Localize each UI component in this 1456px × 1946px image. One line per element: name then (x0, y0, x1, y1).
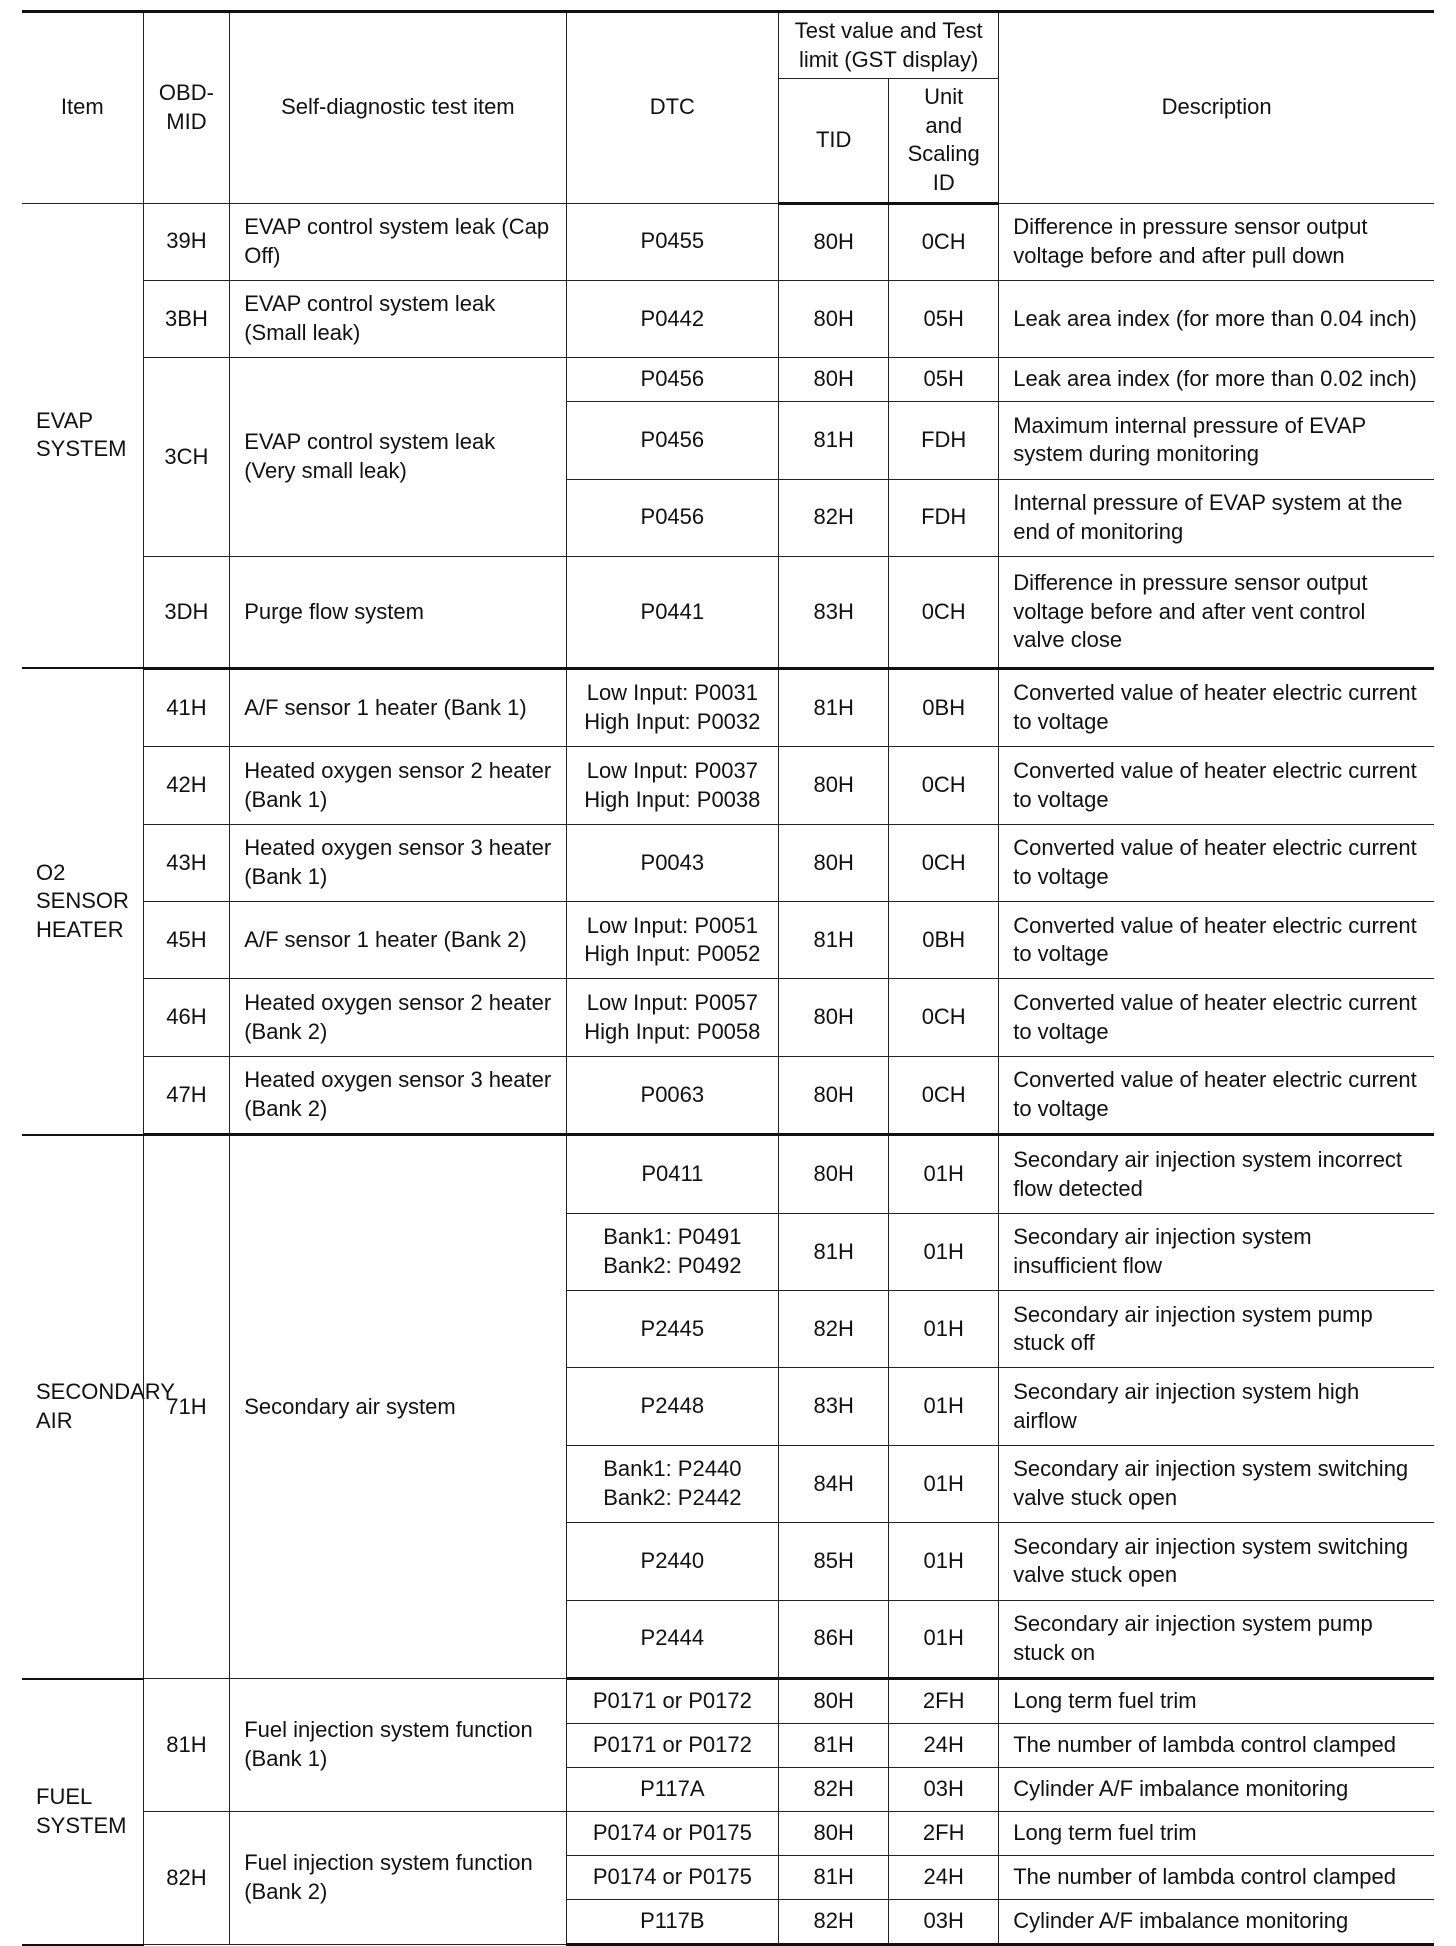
table-row (22, 1811, 1434, 1855)
dtc-code: P0455 (640, 228, 705, 254)
tid-cell: 80H (779, 203, 889, 280)
dtc-code: P0456 (640, 366, 705, 392)
dtc-cell (566, 1811, 779, 1855)
description-cell: The number of lambda control clamped (999, 1724, 1434, 1768)
unit-scaling-id-cell: 0CH (889, 824, 999, 901)
description-cell: Converted value of heater electric current to voltage (999, 747, 1434, 824)
test-item-cell: A/F sensor 1 heater (Bank 1) (230, 668, 566, 747)
dtc-code: P0174 or P0175 (592, 1820, 752, 1846)
dtc-cell (566, 479, 779, 556)
unit-scaling-id-cell: 01H (889, 1135, 999, 1214)
dtc-code: P0456 (640, 504, 705, 530)
description-cell: Maximum internal pressure of EVAP system during monitoring (999, 402, 1434, 479)
dtc-code: High Input: P0058 (584, 1018, 761, 1044)
obd-mid-cell: 45H (143, 902, 230, 979)
dtc-code: High Input: P0038 (584, 786, 761, 812)
dtc-code: P2444 (640, 1625, 705, 1651)
unit-scaling-id-cell: 05H (889, 280, 999, 357)
description-cell: Cylinder A/F imbalance monitoring (999, 1768, 1434, 1812)
dtc-code: P0411 (641, 1161, 704, 1187)
dtc-code: High Input: P0052 (584, 941, 761, 967)
table-row (22, 556, 1434, 668)
unit-scaling-id-cell: 2FH (889, 1811, 999, 1855)
unit-scaling-id-cell: 0CH (889, 556, 999, 668)
description-cell: Long term fuel trim (999, 1679, 1434, 1724)
table-row (22, 824, 1434, 901)
table-group (22, 1679, 1434, 1945)
dtc-code: P0043 (640, 849, 705, 875)
test-item-cell: EVAP control system leak (Cap Off) (230, 203, 566, 280)
header-unit-scaling-id: Unit and Scaling ID (889, 79, 999, 203)
dtc-cell (566, 402, 779, 479)
tid-cell: 81H (779, 402, 889, 479)
table-group (22, 1135, 1434, 1679)
table-group (22, 668, 1434, 1134)
dtc-code: P0456 (640, 427, 705, 453)
description-cell: Cylinder A/F imbalance monitoring (999, 1899, 1434, 1944)
dtc-cell (566, 203, 779, 280)
description-cell: Converted value of heater electric current to voltage (999, 979, 1434, 1056)
dtc-cell (566, 824, 779, 901)
dtc-code: P2445 (640, 1316, 705, 1341)
description-cell: Secondary air injection system pump stuck off (999, 1291, 1434, 1368)
tid-cell: 82H (779, 1768, 889, 1812)
description-cell: Leak area index (for more than 0.02 inch) (999, 358, 1434, 402)
tid-cell: 85H (779, 1523, 889, 1600)
dtc-cell (566, 1724, 779, 1768)
unit-scaling-id-cell: 01H (889, 1213, 999, 1290)
test-item-cell: Heated oxygen sensor 2 heater (Bank 1) (230, 747, 566, 824)
dtc-cell (566, 1213, 779, 1290)
description-cell: Secondary air injection system insufficient flow (999, 1213, 1434, 1290)
description-cell: Secondary air injection system incorrect flow detected (999, 1135, 1434, 1214)
test-item-cell: A/F sensor 1 heater (Bank 2) (230, 902, 566, 979)
unit-scaling-id-cell: FDH (889, 479, 999, 556)
obd-mid-cell: 3CH (143, 358, 230, 557)
description-cell: Secondary air injection system pump stuck on (999, 1600, 1434, 1679)
tid-cell: 81H (779, 668, 889, 747)
obd-mid-cell: 3DH (143, 556, 230, 668)
obd-mid-cell: 81H (143, 1679, 230, 1812)
unit-scaling-id-cell: 0CH (889, 1056, 999, 1135)
dtc-cell (566, 556, 779, 668)
table-header (22, 12, 1434, 204)
header-obd-mid: OBD-MID (143, 12, 230, 204)
tid-cell: 86H (779, 1600, 889, 1679)
table-row (22, 280, 1434, 357)
tid-cell: 80H (779, 1056, 889, 1135)
unit-scaling-id-cell: 01H (889, 1445, 999, 1522)
table-row (22, 902, 1434, 979)
unit-scaling-id-cell: 2FH (889, 1679, 999, 1724)
dtc-code: P0171 or P0172 (592, 1732, 752, 1758)
group-item-cell: FUEL SYSTEM (22, 1679, 143, 1945)
dtc-code: P0174 or P0175 (592, 1864, 752, 1890)
table-row (22, 668, 1434, 747)
table-row (22, 1056, 1434, 1135)
test-item-cell: EVAP control system leak (Small leak) (230, 280, 566, 357)
unit-scaling-id-cell: 24H (889, 1855, 999, 1899)
dtc-cell (566, 1600, 779, 1679)
dtc-code: P0063 (640, 1081, 705, 1107)
unit-scaling-id-cell: 01H (889, 1600, 999, 1679)
tid-cell: 81H (779, 1213, 889, 1290)
obd-mid-cell: 42H (143, 747, 230, 824)
dtc-cell (566, 280, 779, 357)
obd-mid-cell: 47H (143, 1056, 230, 1135)
tid-cell: 83H (779, 556, 889, 668)
unit-scaling-id-cell: 05H (889, 358, 999, 402)
dtc-code: Bank1: P2440 (603, 1456, 742, 1482)
test-item-cell: Heated oxygen sensor 3 heater (Bank 1) (230, 824, 566, 901)
tid-cell: 82H (779, 1291, 889, 1368)
dtc-code: Bank1: P0491 (603, 1224, 742, 1250)
test-item-cell: Heated oxygen sensor 3 heater (Bank 2) (230, 1056, 566, 1135)
header-test-value: Test value and Test limit (GST display) (779, 12, 999, 79)
dtc-cell (566, 358, 779, 402)
description-cell: Internal pressure of EVAP system at the end of monitoring (999, 479, 1434, 556)
table-row (22, 979, 1434, 1056)
group-item-cell: SECONDARY AIR (22, 1135, 143, 1679)
header-item: Item (22, 12, 143, 204)
dtc-cell (566, 1291, 779, 1368)
group-item-cell: O2 SENSOR HEATER (22, 668, 143, 1134)
dtc-cell (566, 1679, 779, 1724)
description-cell: Converted value of heater electric current to voltage (999, 902, 1434, 979)
test-item-cell: Purge flow system (230, 556, 566, 668)
description-cell: Difference in pressure sensor output voltage before and after vent control valve close (999, 556, 1434, 668)
table-row (22, 203, 1434, 280)
header-test-item: Self-diagnostic test item (230, 12, 566, 204)
description-cell: Long term fuel trim (999, 1811, 1434, 1855)
dtc-cell (566, 979, 779, 1056)
header-description: Description (999, 12, 1434, 204)
description-cell: Difference in pressure sensor output voltage before and after pull down (999, 203, 1434, 280)
description-cell: The number of lambda control clamped (999, 1855, 1434, 1899)
unit-scaling-id-cell: 01H (889, 1523, 999, 1600)
dtc-code: P0171 or P0172 (592, 1688, 752, 1714)
table-row (22, 747, 1434, 824)
description-cell: Converted value of heater electric current to voltage (999, 824, 1434, 901)
obd-mid-cell: 82H (143, 1811, 230, 1944)
dtc-test-table (22, 10, 1434, 1946)
group-item-cell: EVAP SYSTEM (22, 203, 143, 668)
tid-cell: 80H (779, 1135, 889, 1214)
tid-cell: 80H (779, 1679, 889, 1724)
dtc-cell (566, 1445, 779, 1522)
dtc-code: Low Input: P0051 (586, 912, 758, 938)
tid-cell: 83H (779, 1368, 889, 1445)
unit-scaling-id-cell: 03H (889, 1899, 999, 1944)
tid-cell: 84H (779, 1445, 889, 1522)
tid-cell: 80H (779, 280, 889, 357)
tid-cell: 81H (779, 1855, 889, 1899)
dtc-cell (566, 1368, 779, 1445)
description-cell: Secondary air injection system switching valve stuck open (999, 1445, 1434, 1522)
table-row (22, 1679, 1434, 1724)
header-dtc: DTC (566, 12, 779, 204)
unit-scaling-id-cell: 0CH (889, 747, 999, 824)
description-cell: Secondary air injection system switching valve stuck open (999, 1523, 1434, 1600)
dtc-cell (566, 668, 779, 747)
dtc-code: P2448 (640, 1393, 705, 1419)
dtc-code: Bank2: P2442 (603, 1484, 742, 1510)
unit-scaling-id-cell: 0CH (889, 203, 999, 280)
dtc-code: P2440 (640, 1548, 705, 1574)
obd-mid-cell: 43H (143, 824, 230, 901)
tid-cell: 80H (779, 358, 889, 402)
unit-scaling-id-cell: 0BH (889, 668, 999, 747)
unit-scaling-id-cell: 0BH (889, 902, 999, 979)
dtc-cell (566, 1899, 779, 1944)
unit-scaling-id-cell: 01H (889, 1368, 999, 1445)
tid-cell: 80H (779, 824, 889, 901)
test-item-cell: Fuel injection system function (Bank 2) (230, 1811, 566, 1944)
tid-cell: 80H (779, 979, 889, 1056)
unit-scaling-id-cell: 01H (889, 1291, 999, 1368)
obd-mid-cell: 3BH (143, 280, 230, 357)
obd-mid-cell: 46H (143, 979, 230, 1056)
tid-cell: 80H (779, 747, 889, 824)
description-cell: Secondary air injection system high airflow (999, 1368, 1434, 1445)
unit-scaling-id-cell: 0CH (889, 979, 999, 1056)
dtc-code: High Input: P0032 (584, 709, 761, 735)
description-cell: Leak area index (for more than 0.04 inch) (999, 280, 1434, 357)
dtc-code: Low Input: P0031 (586, 680, 758, 706)
dtc-code: Bank2: P0492 (603, 1252, 742, 1278)
dtc-code: P117B (640, 1908, 705, 1934)
dtc-code: Low Input: P0057 (586, 989, 758, 1015)
test-item-cell: Heated oxygen sensor 2 heater (Bank 2) (230, 979, 566, 1056)
dtc-cell (566, 1135, 779, 1214)
dtc-cell (566, 1056, 779, 1135)
tid-cell: 82H (779, 479, 889, 556)
description-cell: Converted value of heater electric current to voltage (999, 1056, 1434, 1135)
unit-scaling-id-cell: 24H (889, 1724, 999, 1768)
table-group (22, 203, 1434, 668)
dtc-code: P117A (640, 1776, 705, 1802)
dtc-code: Low Input: P0037 (586, 757, 758, 783)
test-item-cell: EVAP control system leak (Very small leak) (230, 358, 566, 557)
table-row (22, 358, 1434, 402)
dtc-code: P0441 (640, 598, 705, 624)
obd-mid-cell: 39H (143, 203, 230, 280)
unit-scaling-id-cell: 03H (889, 1768, 999, 1812)
dtc-cell (566, 747, 779, 824)
description-cell: Converted value of heater electric current to voltage (999, 668, 1434, 747)
tid-cell: 81H (779, 1724, 889, 1768)
tid-cell: 81H (779, 902, 889, 979)
tid-cell: 80H (779, 1811, 889, 1855)
dtc-cell (566, 1768, 779, 1812)
dtc-code: P0442 (640, 305, 705, 331)
test-item-cell: Secondary air system (230, 1135, 566, 1679)
unit-scaling-id-cell: FDH (889, 402, 999, 479)
header-tid: TID (779, 79, 889, 203)
dtc-cell (566, 1855, 779, 1899)
tid-cell: 82H (779, 1899, 889, 1944)
dtc-cell (566, 902, 779, 979)
obd-mid-cell: 41H (143, 668, 230, 747)
obd-mid-cell: 71H (143, 1135, 230, 1679)
table-row (22, 1135, 1434, 1214)
dtc-cell (566, 1523, 779, 1600)
test-item-cell: Fuel injection system function (Bank 1) (230, 1679, 566, 1812)
